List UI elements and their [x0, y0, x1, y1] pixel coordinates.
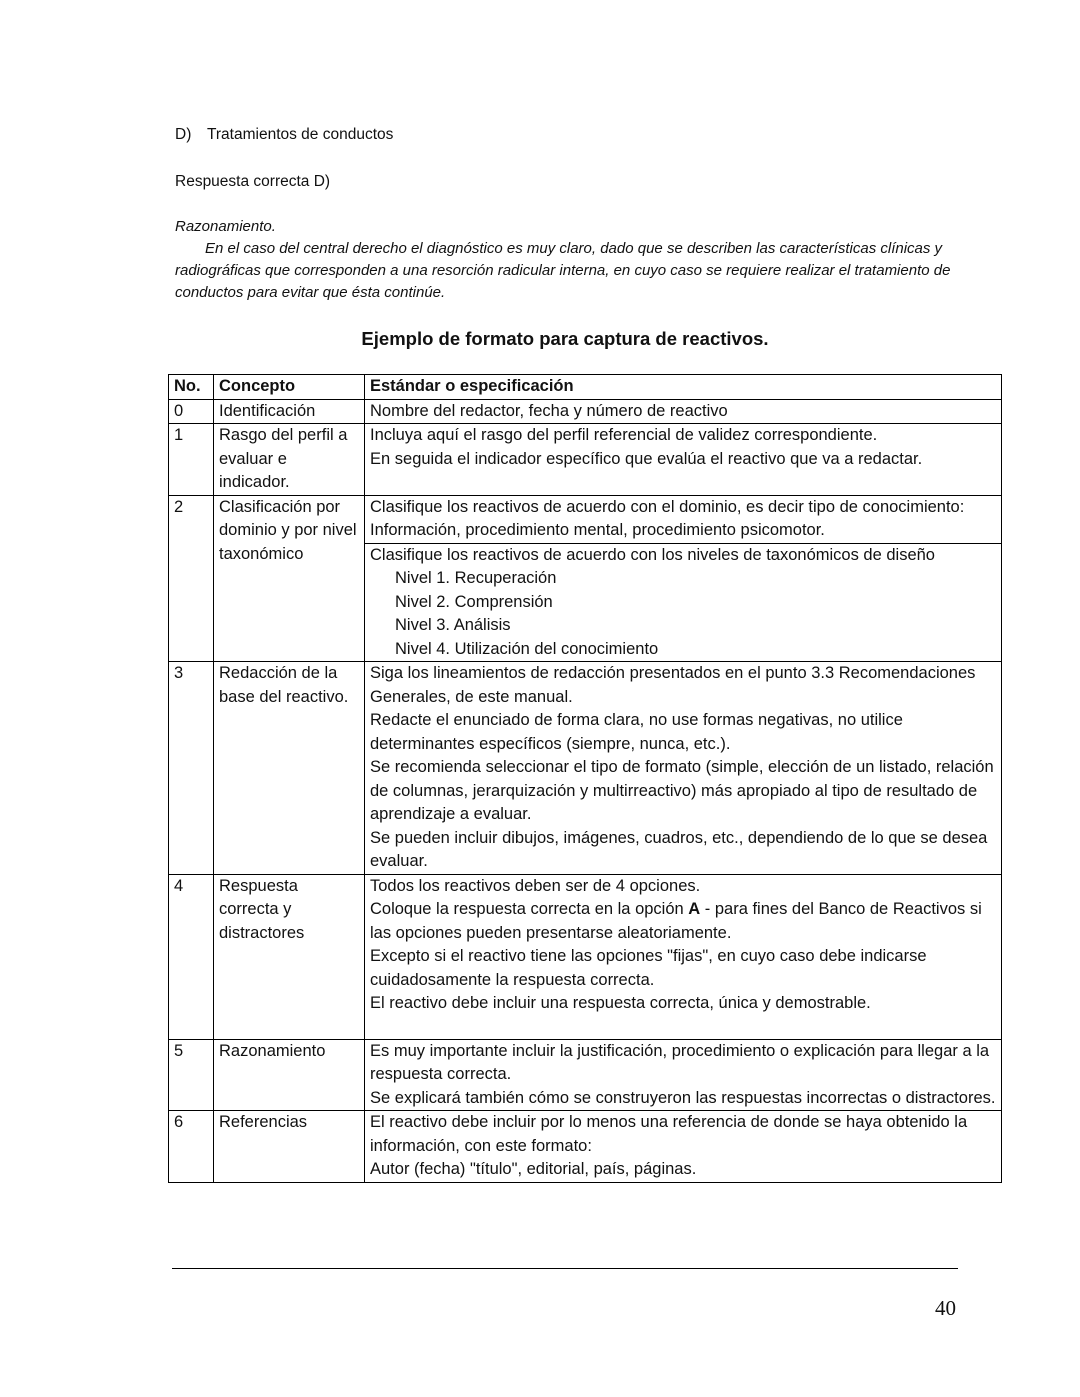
row-no: 3 — [169, 662, 214, 875]
spec-line: Se recomienda seleccionar el tipo de formato (simple, elección de un listado, relación de columnas, jerarquización y multirreactivo) más apropiado al tipo de resultado de aprendizaje a evaluar. — [370, 758, 994, 823]
spec-bold-option: A — [688, 900, 701, 918]
row-concept: Respuesta correcta y distractores — [214, 874, 365, 1039]
table-row — [169, 399, 1002, 424]
spec-text: - para fines del Banco de Reactivos si las opciones pueden presentarse aleatoriamente. — [370, 900, 982, 942]
row-concept: Clasificación por dominio y por nivel taxonómico — [214, 495, 365, 662]
row-concept: Rasgo del perfil a evaluar e indicador. — [214, 424, 365, 496]
spec-line: Clasifique los reactivos de acuerdo con el dominio, es decir tipo de conocimiento: Información, procedimiento mental, procedimiento psicomotor. — [370, 497, 965, 539]
table-row — [169, 424, 1002, 496]
spec-line: Clasifique los reactivos de acuerdo con los niveles de taxonómicos de diseño — [370, 545, 935, 564]
row-spec — [365, 874, 1002, 1039]
correct-answer: Respuesta correcta D) — [175, 173, 331, 190]
answer-option-d — [175, 126, 393, 144]
spec-line: Redacte el enunciado de forma clara, no use formas negativas, no utilice determinantes específicos (siempre, nunca, etc.). — [370, 711, 903, 753]
reasoning-block — [175, 216, 965, 304]
row-no: 4 — [169, 874, 214, 1039]
spec-line: Se explicará también cómo se construyeron las respuestas incorrectas o distractores. — [370, 1088, 996, 1107]
table-row — [169, 1111, 1002, 1183]
spec-line: Es muy importante incluir la justificación, procedimiento o explicación para llegar a la respuesta correcta. — [370, 1041, 990, 1083]
page-number: 40 — [935, 1296, 956, 1320]
spec-line: Excepto si el reactivo tiene las opciones "fijas", en cuyo caso debe indicarse cuidadosamente la respuesta correcta. — [370, 947, 927, 989]
spec-line: Incluya aquí el rasgo del perfil referencial de validez correspondiente. — [370, 426, 878, 444]
spec-line: Siga los lineamientos de redacción presentados en el punto 3.3 Recomendaciones Generales, de este manual. — [370, 664, 976, 706]
row-concept: Razonamiento — [214, 1039, 365, 1111]
row-no: 1 — [169, 424, 214, 496]
row-no: 5 — [169, 1039, 214, 1111]
row-spec-levels — [365, 543, 1002, 662]
reasoning-title: Razonamiento. — [175, 218, 276, 235]
taxonomy-level: Nivel 4. Utilización del conocimiento — [395, 639, 659, 658]
row-concept: Redacción de la base del reactivo. — [214, 662, 365, 875]
row-spec — [365, 399, 1002, 424]
spec-text: Coloque la respuesta correcta en la opción — [370, 900, 689, 918]
row-spec — [365, 424, 1002, 496]
row-spec — [365, 1039, 1002, 1111]
table-row — [169, 1039, 1002, 1111]
table-row — [169, 495, 1002, 543]
spec-line: En seguida el indicador específico que evalúa el reactivo que va a redactar. — [370, 449, 923, 468]
table-row — [169, 874, 1002, 1039]
spec-line: Se pueden incluir dibujos, imágenes, cuadros, etc., dependiendo de lo que se desea evaluar. — [370, 828, 988, 870]
spec-line: Nombre del redactor, fecha y número de reactivo — [370, 401, 728, 420]
spec-table — [168, 374, 1002, 1183]
taxonomy-level: Nivel 1. Recuperación — [395, 569, 557, 587]
row-spec — [365, 662, 1002, 875]
taxonomy-level: Nivel 2. Comprensión — [395, 592, 553, 611]
row-no: 0 — [169, 399, 214, 424]
reasoning-body: En el caso del central derecho el diagnóstico es muy claro, dado que se describen las características clínicas y radiográficas que corresponden a una resorción radicular interna, en cuyo caso se requiere realizar el tratamiento de conductos para evitar que ésta continúe. — [175, 240, 951, 301]
table-title: Ejemplo de formato para captura de reactivos. — [361, 328, 769, 349]
taxonomy-level: Nivel 3. Análisis — [395, 616, 511, 634]
table-header-row — [169, 375, 1002, 400]
option-text: Tratamientos de conductos — [207, 126, 394, 143]
spec-line: Todos los reactivos deben ser de 4 opciones. — [370, 876, 701, 895]
header-spec: Estándar o especificación — [365, 375, 1002, 400]
spec-line: Autor (fecha) "título", editorial, país, páginas. — [370, 1160, 697, 1178]
spec-line — [370, 898, 996, 945]
row-spec — [365, 495, 1002, 543]
spec-line: El reactivo debe incluir por lo menos una referencia de donde se haya obtenido la información, con este formato: — [370, 1113, 968, 1155]
row-concept: Identificación — [214, 399, 365, 424]
row-concept: Referencias — [214, 1111, 365, 1183]
table-row — [169, 662, 1002, 875]
row-no: 2 — [169, 495, 214, 662]
header-concept: Concepto — [214, 375, 365, 400]
option-letter: D) — [175, 126, 192, 143]
row-spec — [365, 1111, 1002, 1183]
row-no: 6 — [169, 1111, 214, 1183]
spec-line: El reactivo debe incluir una respuesta correcta, única y demostrable. — [370, 994, 871, 1012]
header-no: No. — [169, 375, 214, 400]
footer-divider — [172, 1268, 958, 1269]
